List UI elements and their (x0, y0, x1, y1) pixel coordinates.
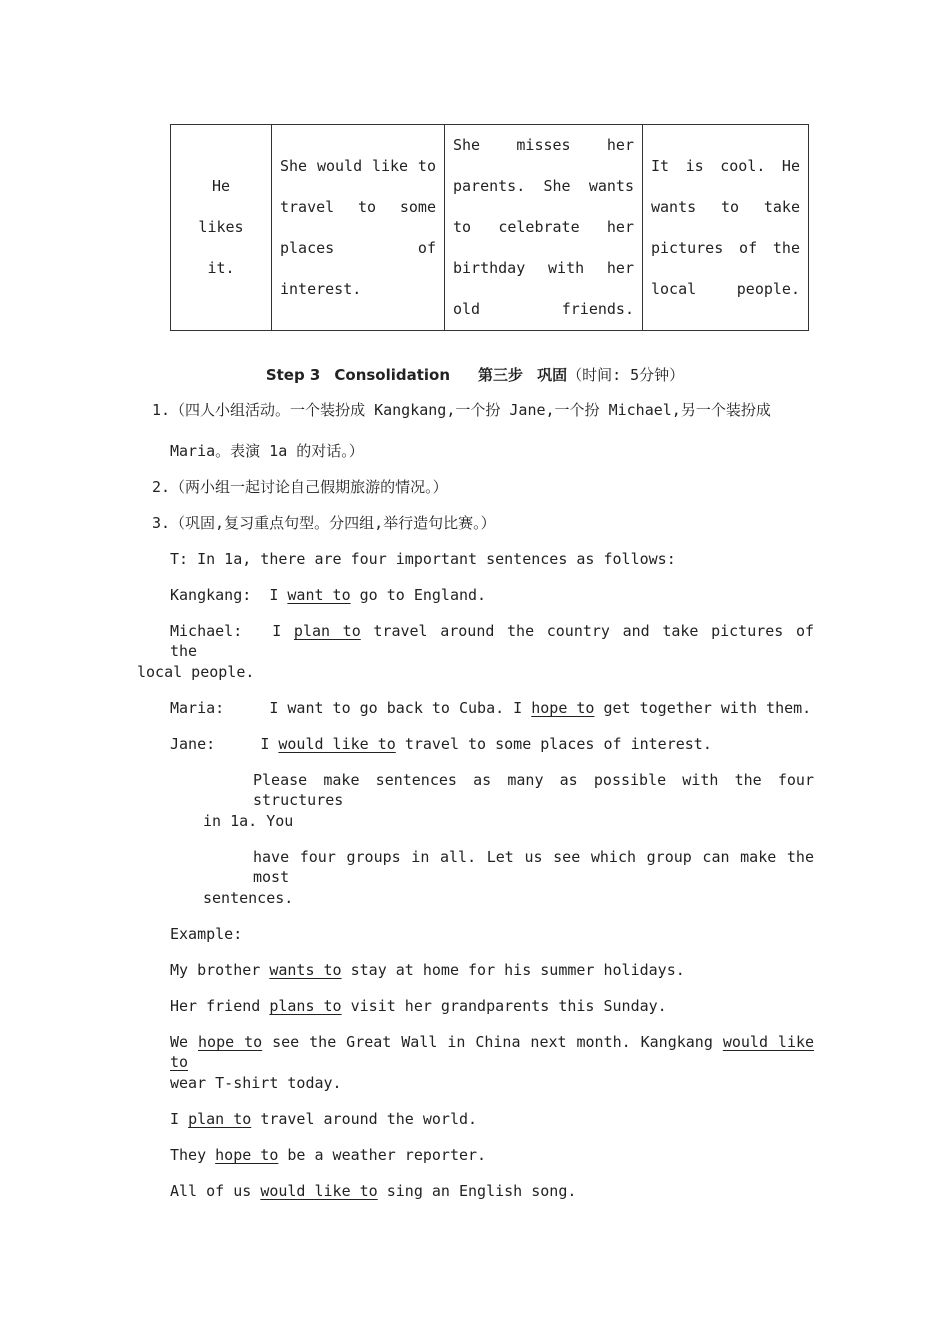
speaker: Jane: (170, 735, 216, 753)
instruction-1b: in 1a. You (203, 812, 294, 830)
michael-line (170, 621, 814, 661)
key-phrase: would like to (170, 1033, 815, 1071)
speaker: Maria: (170, 699, 225, 717)
jane-line (170, 734, 712, 754)
item-1-line-a: 1.（四人小组活动。一个装扮成 Kangkang,一个扮 Jane,一个扮 Michael,另一个装扮成 (152, 401, 771, 419)
table-cell (643, 125, 809, 331)
sentence-text: I (260, 735, 270, 753)
sentence-text: visit her grandparents this Sunday. (350, 997, 667, 1015)
sentence-text: My brother (170, 961, 261, 979)
step-title-en: Consolidation (334, 366, 451, 384)
comparison-table (170, 124, 809, 331)
key-phrase: plan to (188, 1110, 252, 1128)
example-sentence (170, 1145, 486, 1165)
example-sentence (170, 960, 685, 980)
key-phrase: hope to (198, 1033, 263, 1051)
sentence-text: get together with them. (603, 699, 812, 717)
step-title-cn2: 巩固 (537, 366, 568, 384)
sentence-text: They (170, 1146, 207, 1164)
instruction-2b: sentences. (203, 889, 294, 907)
key-phrase: plans to (269, 997, 342, 1015)
example-sentence (170, 1181, 576, 1201)
key-phrase: hope to (531, 699, 595, 717)
example-sentence (170, 996, 667, 1016)
sentence-text: We (170, 1033, 189, 1051)
example-label: Example: (170, 925, 243, 943)
item-1-line-b: Maria。表演 1a 的对话。） (170, 442, 364, 460)
example-sentence (170, 1032, 814, 1072)
sentence-text: be a weather reporter. (287, 1146, 487, 1164)
example-sentence-cont: wear T-shirt today. (170, 1074, 342, 1092)
key-phrase: wants to (269, 961, 342, 979)
example-sentence (170, 1109, 477, 1129)
teacher-line: T: In 1a, there are four important sentences as follows: (170, 550, 676, 568)
sentence-text: travel around the world. (260, 1110, 478, 1128)
sentence-text: I (269, 586, 279, 604)
cell-text: She misses her parents. She wants to celebrate her birthday with her old friends. (453, 136, 634, 318)
sentence-text: stay at home for his summer holidays. (350, 961, 685, 979)
table-cell (171, 125, 272, 331)
instruction-2a: have four groups in all. Let us see which group can make the most (253, 848, 814, 886)
table-cell (445, 125, 643, 331)
sentence-text: go to England. (359, 586, 487, 604)
table-cell (272, 125, 445, 331)
key-phrase: would like to (260, 1182, 378, 1200)
speaker: Michael: (170, 622, 243, 640)
sentence-text: travel around the country and take pictures of the (170, 622, 815, 660)
key-phrase: would like to (278, 735, 396, 753)
item-2: 2.（两小组一起讨论自己假期旅游的情况。） (152, 478, 448, 496)
key-phrase: hope to (215, 1146, 279, 1164)
sentence-text: see the Great Wall in China next month. Kangkang (272, 1033, 713, 1051)
step-time: （时间: 5分钟） (567, 366, 685, 384)
sentence-text: Her friend (170, 997, 261, 1015)
speaker: Kangkang: (170, 586, 252, 604)
cell-text: She would like to travel to some places of interest. (280, 156, 436, 298)
step-label: Step 3 (265, 366, 321, 384)
table-row (171, 125, 809, 331)
sentence-text: I (272, 622, 282, 640)
key-phrase: want to (287, 586, 351, 604)
sentence-text: I want to go back to Cuba. I (269, 699, 523, 717)
section-heading (0, 364, 950, 385)
sentence-text: I (170, 1110, 180, 1128)
cell-text: It is cool. He wants to take pictures of the local people. (651, 156, 800, 298)
item-3: 3.（巩固,复习重点句型。分四组,举行造句比赛。） (152, 514, 496, 532)
sentence-text: All of us (170, 1182, 252, 1200)
kangkang-line (170, 585, 486, 605)
step-title-cn: 第三步 (478, 366, 524, 384)
instruction-1a: Please make sentences as many as possible with the four structures (253, 771, 814, 809)
michael-line-cont: local people. (137, 663, 255, 681)
key-phrase: plan to (293, 622, 361, 640)
cell-text: He likes it. (198, 177, 244, 277)
sentence-text: travel to some places of interest. (404, 735, 712, 753)
sentence-text: sing an English song. (386, 1182, 577, 1200)
maria-line (170, 698, 811, 718)
